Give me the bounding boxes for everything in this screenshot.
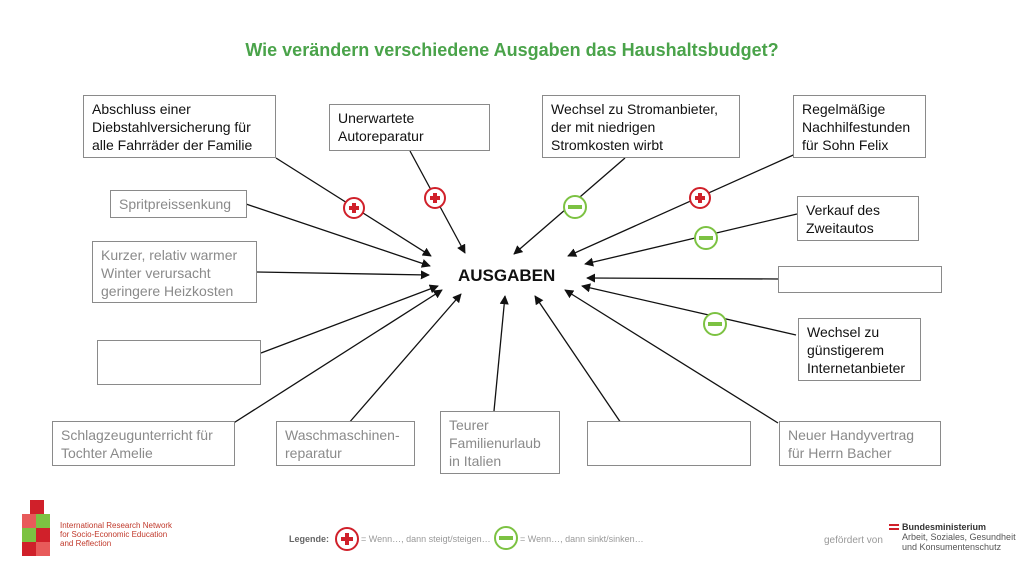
minus-marker-2 (695, 227, 717, 249)
center-label: AUSGABEN (458, 266, 556, 285)
box-stromanbieter: Wechsel zu Stromanbieter, der mit niedrigen Stromkosten wirbt (542, 95, 740, 158)
plus-marker-3 (690, 188, 710, 208)
box-internet: Wechsel zu günstigerem Internetanbieter (798, 318, 921, 381)
arrow-internet (582, 286, 796, 335)
box-urlaub: Teurer Familienurlaub in Italien (440, 411, 560, 474)
box-waschmaschine: Waschmaschinen-reparatur (276, 421, 415, 466)
minus-marker-3 (704, 313, 726, 335)
box-diebstahl: Abschluss einer Diebstahlversicherung für alle Fahrräder der Familie (83, 95, 276, 158)
box-empty-left (97, 340, 261, 385)
austria-flag-icon (889, 524, 899, 530)
plus-marker-1 (344, 198, 364, 218)
box-zweitauto: Verkauf des Zweitautos (797, 196, 919, 241)
minus-marker-1 (564, 196, 586, 218)
arrow-urlaub (494, 296, 505, 411)
box-winter: Kurzer, relativ warmer Winter verursacht geringere Heizkosten (92, 241, 257, 303)
legend-title: Legende: (289, 534, 330, 544)
plus-marker-2 (425, 188, 445, 208)
box-schlagzeug: Schlagzeugunterricht für Tochter Amelie (52, 421, 235, 466)
page-title: Wie verändern verschiedene Ausgaben das Haushaltsbudget? (245, 40, 779, 60)
box-autoreparatur: Unerwartete Autoreparatur (329, 104, 490, 151)
org-name: International Research Network for Socio-Economic Education and Reflection (60, 521, 173, 548)
arrow-zweitauto (585, 214, 797, 264)
legend-minus-text: = Wenn…, dann sinkt/sinken… (520, 534, 644, 544)
box-nachhilfe: Regelmäßige Nachhilfestunden für Sohn Felix (793, 95, 926, 158)
box-handy: Neuer Handyvertrag für Herrn Bacher (779, 421, 941, 466)
arrow-empty-left (261, 286, 438, 353)
legend-minus-icon (495, 527, 517, 549)
legend-plus-text: = Wenn…, dann steigt/steigen… (361, 534, 491, 544)
arrow-handy (565, 290, 778, 423)
arrow-empty-right (587, 278, 779, 279)
arrow-empty-bottom (535, 296, 621, 423)
box-spritpreis: Spritpreissenkung (110, 190, 247, 218)
box-empty-bottom (587, 421, 751, 466)
ministry-logo-text: Bundesministerium Arbeit, Soziales, Gesundheit und Konsumentenschutz (902, 522, 1016, 552)
arrow-winter (257, 272, 429, 275)
arrow-spritpreis (246, 204, 430, 266)
legend-plus-icon (336, 528, 358, 550)
insert-logo (22, 500, 50, 556)
box-empty-right (778, 266, 942, 293)
funded-by-label: gefördert von (824, 535, 883, 546)
arrow-schlagzeug (232, 290, 442, 424)
